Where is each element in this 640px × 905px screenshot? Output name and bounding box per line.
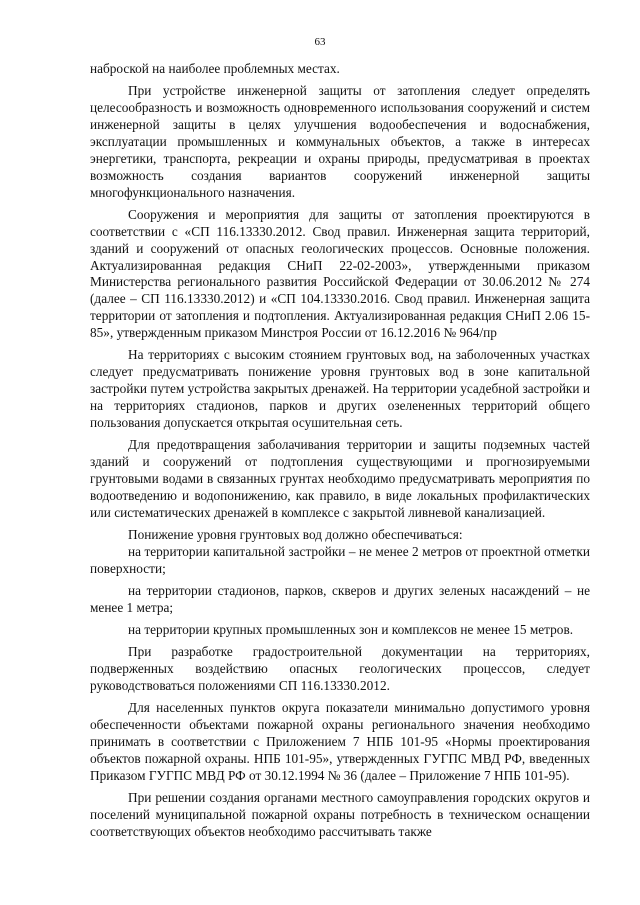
list-item: на территории стадионов, парков, скверов и других зеленых насаждений – не менее 1 метра; (90, 583, 590, 615)
paragraph: При разработке градостроительной документации на территориях, подверженных воздействию опасных геологических процессов, следует руководствоваться положениями СП 116.13330.2012. (90, 644, 590, 694)
document-body (90, 61, 590, 846)
list-item: на территории крупных промышленных зон и комплексов не менее 15 метров. (128, 622, 574, 638)
paragraph: На территориях с высоким стоянием грунтовых вод, на заболоченных участках следует предусматривать понижение уровня грунтовых вод в зоне капитальной застройки путем устройства закрытых дренажей. На территории усадебной застройки и на территориях стадионов, парков и других озелененных территорий общего пользования допускается открытая осушительная сеть. (90, 347, 590, 431)
paragraph: Для предотвращения заболачивания территории и защиты подземных частей зданий и сооружений от подтопления существующими и прогнозируемыми грунтовыми водами в связанных грунтах необходимо предусматривать мероприятия по водоотведению и водопонижению, как правило, в виде локальных профилактических или систематических дренажей в комплексе с закрытой ливневой канализацией. (90, 437, 590, 520)
paragraph: Сооружения и мероприятия для защиты от затопления проектируются в соответствии с «СП 116.13330.2012. Свод правил. Инженерная защита территорий, зданий и сооружений от опасных геологических процессов. Основные положения. Актуализированная редакция СНиП 22-02-2003», утвержденными приказом Министерства регионального развития Российской Федерации от 30.06.2012 № 274 (далее – СП 116.13330.2012) и «СП 104.13330.2016. Свод правил. Инженерная защита территории от затопления и подтопления. Актуализированная редакция СНиП 2.06 15-85», утвержденным приказом Минстроя России от 16.12.2016 № 964/пр (90, 206, 590, 341)
paragraph: Понижение уровня грунтовых вод должно обеспечиваться: (128, 527, 463, 543)
paragraph: наброской на наиболее проблемных местах. (90, 61, 340, 76)
list-item: на территории капитальной застройки – не менее 2 метров от проектной отметки поверхности; (90, 543, 590, 576)
paragraph: При решении создания органами местного самоуправления городских округов и поселений муниципальной пожарной охраны потребность в техническом оснащении соответствующих объектов необходимо рассчитывать также (90, 790, 590, 840)
paragraph: Для населенных пунктов округа показатели минимально допустимого уровня обеспеченности объектами пожарной охраны регионального значения необходимо принимать в соответствии с Приложением 7 НПБ 101-95 «Нормы проектирования объектов пожарной охраны. НПБ 101-95», утвержденных ГУГПС МВД РФ, введенных Приказом ГУГПС МВД РФ от 30.12.1994 № 36 (далее – Приложение 7 НПБ 101-95). (90, 700, 590, 784)
paragraph: При устройстве инженерной защиты от затопления следует определять целесообразность и возможность одновременного использования сооружений и систем инженерной защиты в целях улучшения водообеспечения и водоснабжения, эксплуатации промышленных и коммунальных объектов, а также в интересах энергетики, транспорта, рекреации и охраны природы, предусматривая в проектах возможность создания вариантов сооружений инженерной защиты многофункционального назначения. (90, 83, 590, 200)
page-number: 63 (314, 36, 326, 48)
